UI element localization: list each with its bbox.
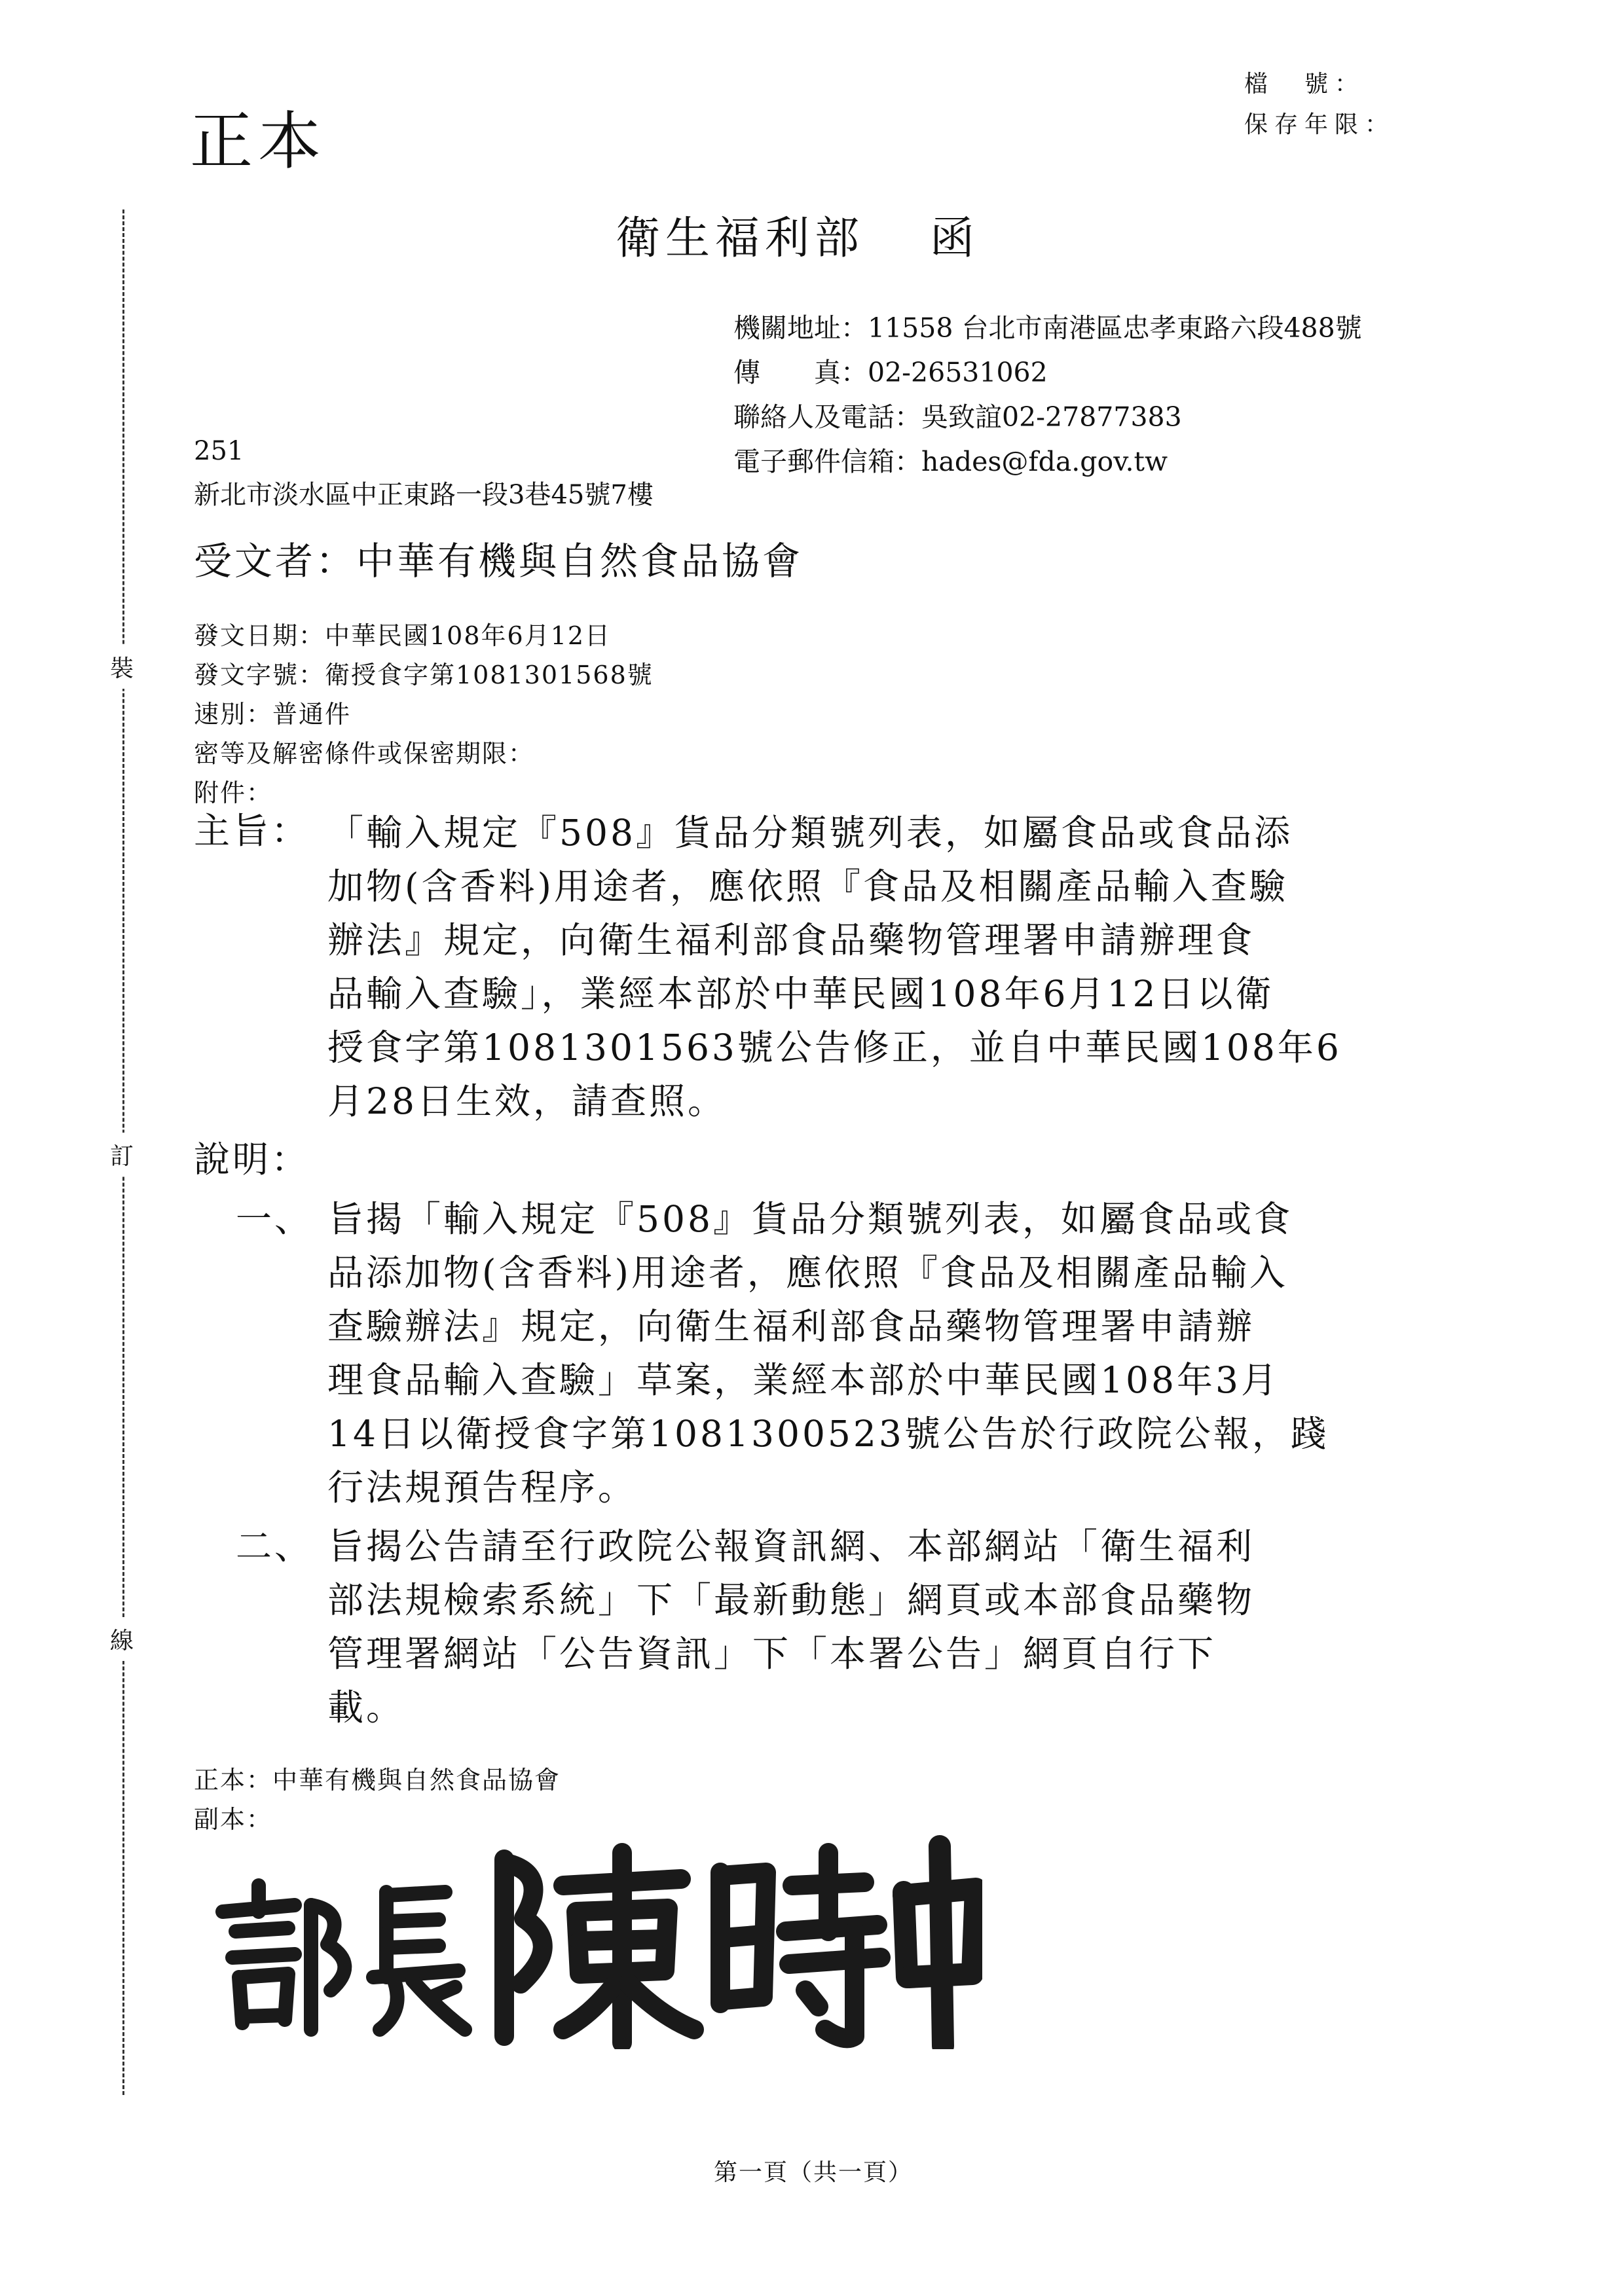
secrecy-level: 密等及解密條件或保密期限：	[194, 739, 535, 768]
document-title	[616, 203, 980, 266]
attachment: 附件：	[194, 778, 273, 807]
explanation-line: 載。	[327, 1686, 405, 1728]
file-number-label: 檔 號：	[1244, 71, 1365, 98]
explanation-line: 理食品輸入查驗」草案，業經本部於中華民國108年3月	[327, 1359, 1280, 1401]
retention-period-label: 保存年限：	[1244, 111, 1395, 138]
contact-email: 電子郵件信箱：hades@fda.gov.tw	[733, 446, 1168, 477]
subject-line: 加物(含香料)用途者，應依照『食品及相關產品輸入查驗	[327, 866, 1288, 907]
binding-char-zhuang: 裝	[110, 645, 134, 689]
agency-address: 機關地址：11558 台北市南港區忠孝東路六段488號	[733, 312, 1362, 344]
explanation-line: 查驗辦法』規定，向衛生福利部食品藥物管理署申請辦	[327, 1305, 1255, 1347]
explanation-line: 品添加物(含香料)用途者，應依照『食品及相關產品輸入	[327, 1252, 1288, 1294]
agency-name: 衛生福利部	[616, 213, 865, 264]
subject-line: 月28日生效，請查照。	[327, 1080, 726, 1122]
binding-char-xian: 線	[110, 1617, 134, 1661]
original-copy-stamp: 正本	[190, 105, 326, 178]
explanation-line: 部法規檢索系統」下「最新動態」網頁或本部食品藥物	[327, 1579, 1255, 1621]
copy-recipient: 副本：	[194, 1805, 273, 1834]
contact-person: 聯絡人及電話：吳致誼02-27877383	[733, 401, 1182, 433]
explanation-item-number: 二、	[236, 1525, 314, 1567]
recipient-address: 新北市淡水區中正東路一段3巷45號7樓	[194, 480, 654, 510]
document-type: 函	[930, 213, 980, 264]
explanation-label: 說明：	[194, 1139, 310, 1180]
subject-line: 「輸入規定『508』貨品分類號列表，如屬食品或食品添	[327, 812, 1293, 854]
delivery-speed: 速別：普通件	[194, 700, 352, 729]
issue-date: 發文日期：中華民國108年6月12日	[194, 621, 612, 650]
explanation-item-number: 一、	[236, 1198, 314, 1240]
agency-fax: 傳 真：02-26531062	[733, 357, 1048, 388]
recipient-zip: 251	[194, 436, 244, 466]
explanation-line: 管理署網站「公告資訊」下「本署公告」網頁自行下	[327, 1633, 1217, 1675]
minister-signature	[196, 1833, 982, 2049]
original-recipient: 正本：中華有機與自然食品協會	[194, 1766, 561, 1795]
document-number: 發文字號：衛授食字第1081301568號	[194, 661, 654, 689]
explanation-line: 旨揭「輸入規定『508』貨品分類號列表，如屬食品或食	[327, 1198, 1293, 1240]
binding-char-ding: 訂	[110, 1133, 134, 1176]
subject-line: 授食字第1081301563號公告修正，並自中華民國108年6	[327, 1027, 1342, 1068]
explanation-line: 行法規預告程序。	[327, 1467, 637, 1508]
explanation-line: 14日以衛授食字第1081300523號公告於行政院公報，踐	[327, 1413, 1329, 1455]
subject-line: 品輸入查驗」，業經本部於中華民國108年6月12日以衛	[327, 973, 1274, 1015]
subject-label: 主旨：	[194, 810, 310, 852]
page-number: 第一頁（共一頁）	[714, 2159, 913, 2186]
recipient: 受文者：中華有機與自然食品協會	[194, 539, 803, 583]
subject-line: 辦法』規定，向衛生福利部食品藥物管理署申請辦理食	[327, 919, 1255, 961]
explanation-line: 旨揭公告請至行政院公報資訊網、本部網站「衛生福利	[327, 1525, 1255, 1567]
